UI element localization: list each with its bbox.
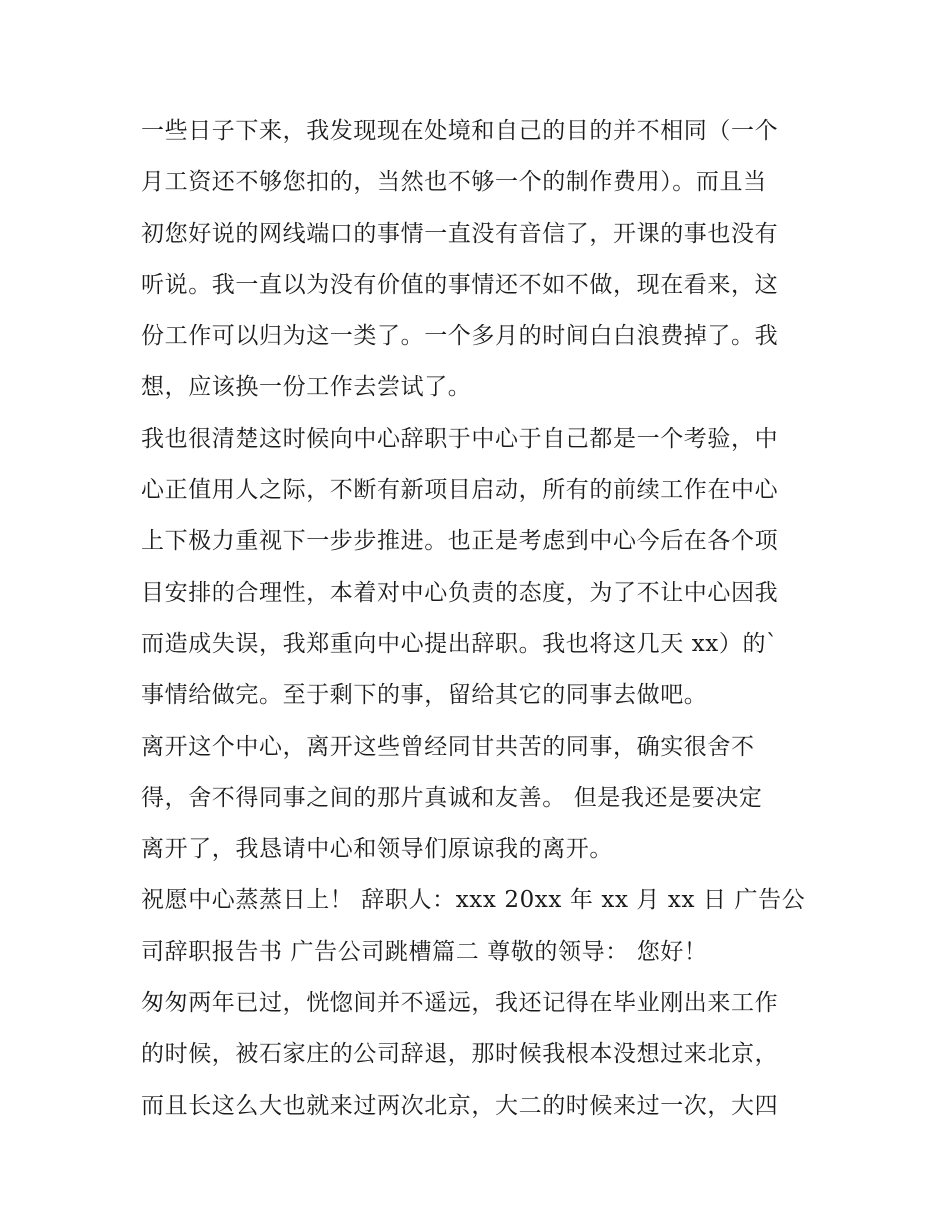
text-line: 祝愿中心蒸蒸日上！ 辞职人：xxx 20xx 年 xx 月 xx 日 广告公	[141, 887, 806, 914]
text-line: 份工作可以归为这一类了。一个多月的时间白白浪费掉了。我	[141, 323, 779, 350]
text-line: 听说。我一直以为没有价值的事情还不如不做，现在看来，这	[141, 271, 779, 298]
text-line: 的时候，被石家庄的公司辞退，那时候我根本没想过来北京，	[141, 1041, 779, 1068]
text-line: 事情给做完。至于剩下的事，留给其它的同事去做吧。	[141, 682, 708, 709]
text-line: 我也很清楚这时候向中心辞职于中心于自己都是一个考验，中	[141, 425, 779, 452]
text-line: 离开这个中心，离开这些曾经同甘共苦的同事，确实很舍不	[141, 733, 755, 760]
text-line: 司辞职报告书 广告公司跳槽篇二 尊敬的领导： 您好！	[141, 938, 708, 965]
text-line: 离开了，我恳请中心和领导们原谅我的离开。	[141, 836, 613, 863]
text-line: 月工资还不够您扣的，当然也不够一个的制作费用）。而且当	[141, 169, 767, 196]
text-line: 初您好说的网线端口的事情一直没有音信了，开课的事也没有	[141, 220, 779, 247]
text-line: 得，舍不得同事之间的那片真诚和友善。 但是我还是要决定	[141, 784, 763, 811]
text-line: 匆匆两年已过，恍惚间并不遥远，我还记得在毕业刚出来工作	[141, 990, 779, 1017]
text-line: 目安排的合理性，本着对中心负责的态度，为了不让中心因我	[141, 579, 779, 606]
text-line: 上下极力重视下一步步推进。也正是考虑到中心今后在各个项	[141, 528, 779, 555]
text-line: 而且长这么大也就来过两次北京，大二的时候来过一次，大四	[141, 1092, 779, 1119]
text-line: 想，应该换一份工作去尝试了。	[141, 374, 472, 401]
text-line: 心正值用人之际，不断有新项目启动，所有的前续工作在中心	[141, 477, 779, 504]
text-line: 而造成失误，我郑重向中心提出辞职。我也将这几天 xx）的`	[141, 630, 779, 657]
document-body	[141, 106, 821, 1132]
text-line: 一些日子下来，我发现现在处境和自己的目的并不相同（一个	[141, 118, 779, 144]
